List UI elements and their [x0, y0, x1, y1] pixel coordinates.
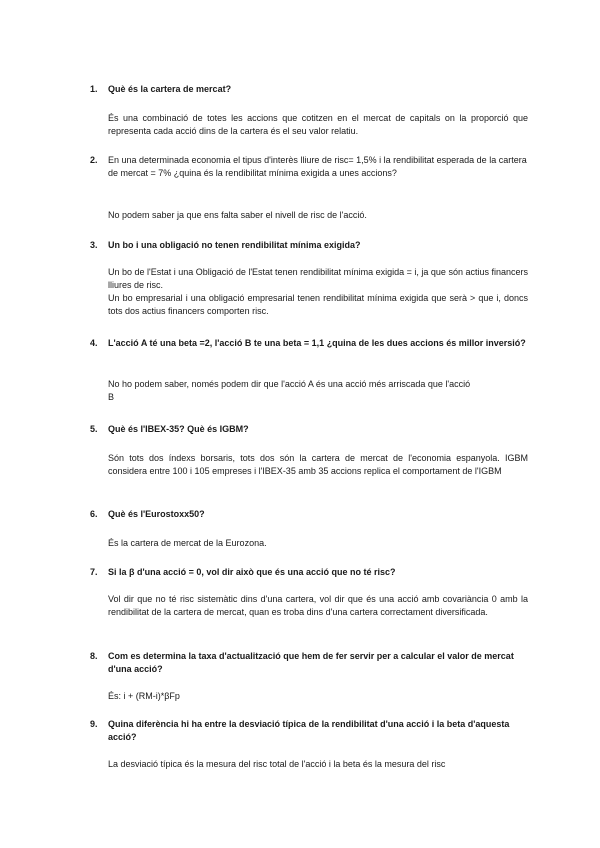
question-9 [90, 718, 528, 744]
question-4 [90, 337, 528, 350]
question-text: Si la β d'una acció = 0, vol dir això que és una acció que no té risc? [108, 567, 396, 577]
question-2 [90, 154, 528, 180]
answer-paragraph: És: i + (RM-i)*βFp [108, 691, 180, 701]
question-text: Què és l'IBEX-35? Què és IGBM? [108, 424, 249, 434]
question-6 [90, 508, 528, 521]
answer-6 [108, 537, 528, 550]
answer-paragraph: És la cartera de mercat de la Eurozona. [108, 538, 267, 548]
answer-paragraph: Vol dir que no té risc sistemàtic dins d'una cartera, vol dir que és una acció amb covariància 0 amb la rendibilitat de la cartera de mercat, quan es troba dins d'una cartera correctament diversificada. [108, 594, 528, 617]
answer-paragraph: La desviació típica és la mesura del risc total de l'acció i la beta és la mesura del risc [108, 759, 446, 769]
question-text: En una determinada economia el tipus d'interès lliure de risc= 1,5% i la rendibilitat esperada de la cartera de mercat = 7% ¿quina és la rendibilitat mínima exigida a unes accions? [108, 155, 527, 178]
question-text: Quina diferència hi ha entre la desviació típica de la rendibilitat d'una acció i la beta d'aquesta acció? [108, 719, 510, 742]
question-number: 1. [90, 84, 98, 94]
question-text: Què és la cartera de mercat? [108, 84, 232, 94]
answer-2 [108, 209, 528, 222]
answer-1 [108, 112, 528, 138]
answer-3 [108, 266, 528, 318]
question-number: 3. [90, 240, 98, 250]
answer-5 [108, 452, 528, 478]
answer-paragraph: És una combinació de totes les accions que cotitzen en el mercat de capitals on la proporció que representa cada acció dins de la cartera és el seu valor relatiu. [108, 113, 528, 136]
question-number: 7. [90, 567, 98, 577]
answer-paragraph: No ho podem saber, només podem dir que l'acció A és una acció més arriscada que l'acció B [108, 379, 471, 402]
question-3 [90, 239, 528, 252]
question-text: Què és l'Eurostoxx50? [108, 509, 205, 519]
answer-paragraph: Un bo empresarial i una obligació empresarial tenen rendibilitat mínima exigida que serà > que i, doncs tots dos actius financers comporten risc. [108, 293, 528, 316]
question-number: 9. [90, 719, 98, 729]
answer-4 [108, 378, 478, 404]
question-5 [90, 423, 528, 436]
answer-7 [108, 593, 528, 619]
question-number: 6. [90, 509, 98, 519]
question-number: 4. [90, 338, 98, 348]
question-7 [90, 566, 528, 579]
question-number: 2. [90, 155, 98, 165]
question-text: Com es determina la taxa d'actualització que hem de fer servir per a calcular el valor de mercat d'una acció? [108, 651, 514, 674]
question-text: Un bo i una obligació no tenen rendibilitat mínima exigida? [108, 240, 361, 250]
question-1 [90, 83, 528, 96]
question-text: L'acció A té una beta =2, l'acció B te una beta = 1,1 ¿quina de les dues accions és millor inversió? [108, 338, 526, 348]
answer-paragraph: No podem saber ja que ens falta saber el nivell de risc de l'acció. [108, 210, 367, 220]
question-8 [90, 650, 528, 676]
answer-paragraph: Són tots dos índexs borsaris, tots dos són la cartera de mercat de l'economia espanyola. IGBM considera entre 100 i 105 empreses i l'IBEX-35 amb 35 accions replica el comportament de l'IGBM [108, 453, 528, 476]
answer-paragraph: Un bo de l'Estat i una Obligació de l'Estat tenen rendibilitat mínima exigida = i, ja que són actius financers lliures de risc. [108, 267, 528, 290]
answer-9 [108, 758, 528, 771]
question-number: 8. [90, 651, 98, 661]
answer-8 [108, 690, 528, 703]
question-number: 5. [90, 424, 98, 434]
